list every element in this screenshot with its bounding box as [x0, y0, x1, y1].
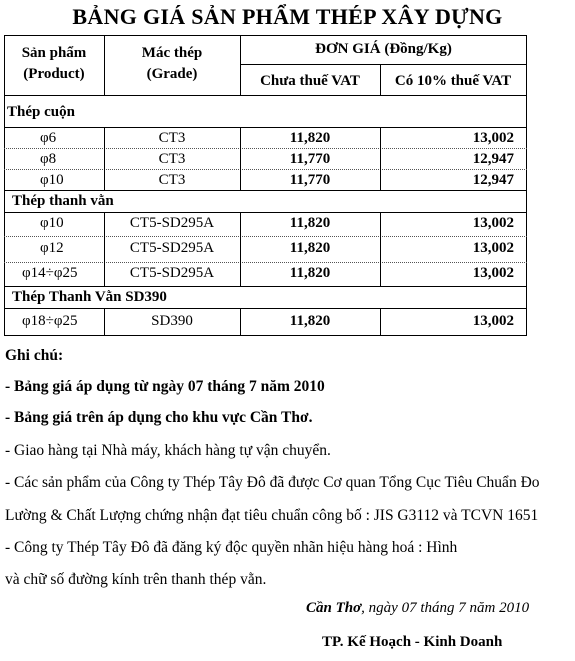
grade-cell: CT5-SD295A — [129, 265, 215, 281]
product-cell: φ8 — [40, 151, 57, 167]
product-cell: φ14÷φ25 — [22, 265, 78, 281]
col-divider — [380, 308, 381, 336]
price-cell: 11,820 — [289, 130, 331, 146]
header-price: ĐƠN GIÁ (Đồng/Kg) — [315, 41, 452, 57]
note-line: - Công ty Thép Tây Đô đã đăng ký độc quyền nhãn hiệu hàng hoá : Hình — [5, 539, 458, 556]
note-line: - Bảng giá trên áp dụng cho khu vực Cần Thơ. — [5, 409, 313, 426]
table-bottom-border — [4, 335, 527, 336]
grade-cell: CT3 — [158, 172, 186, 188]
note-line: - Giao hàng tại Nhà máy, khách hàng tự vận chuyển. — [5, 442, 331, 459]
signature-place: Cần Thơ — [306, 600, 362, 616]
document-title: BẢNG GIÁ SẢN PHẨM THÉP XÂY DỰNG — [72, 4, 503, 29]
row-divider — [4, 262, 527, 263]
price-vat-cell: 13,002 — [472, 215, 514, 231]
grade-cell: CT3 — [158, 130, 186, 146]
header-product-en: (Product) — [23, 66, 85, 82]
note-line: và chữ số đường kính trên thanh thép vằn. — [5, 571, 267, 588]
row-divider — [4, 148, 527, 149]
col-divider — [104, 127, 105, 191]
price-vat-cell: 13,002 — [472, 130, 514, 146]
table-top-border — [4, 35, 527, 36]
price-header-divider — [240, 64, 527, 65]
product-cell: φ6 — [40, 130, 57, 146]
col-divider — [240, 127, 241, 191]
section-title: Thép Thanh Vằn SD390 — [12, 289, 167, 305]
section-title: Thép cuộn — [7, 104, 75, 120]
header-product: Sản phẩm — [21, 45, 87, 61]
price-vat-cell: 13,002 — [472, 265, 514, 281]
section-divider — [4, 190, 527, 191]
header-with-vat: Có 10% thuế VAT — [394, 73, 512, 89]
price-cell: 11,820 — [289, 313, 331, 329]
price-cell: 11,820 — [289, 215, 331, 231]
price-vat-cell: 13,002 — [472, 313, 514, 329]
grade-cell: CT5-SD295A — [129, 215, 215, 231]
note-line: - Các sản phẩm của Công ty Thép Tây Đô đã được Cơ quan Tổng Cục Tiêu Chuẩn Đo — [5, 474, 540, 491]
row-divider — [4, 236, 527, 237]
grade-cell: CT5-SD295A — [129, 240, 215, 256]
table-right-border — [526, 35, 527, 336]
price-cell: 11,820 — [289, 240, 331, 256]
price-cell: 11,820 — [289, 265, 331, 281]
signature-date-text: , ngày 07 tháng 7 năm 2010 — [361, 600, 530, 616]
product-cell: φ12 — [40, 240, 64, 256]
note-line: Lường & Chất Lượng chứng nhận đạt tiêu chuẩn công bố : JIS G3112 và TCVN 1651 — [5, 507, 539, 524]
product-cell: φ18÷φ25 — [22, 313, 78, 329]
product-cell: φ10 — [40, 172, 64, 188]
price-vat-cell: 12,947 — [472, 151, 514, 167]
col-divider — [380, 212, 381, 287]
col-divider — [240, 308, 241, 336]
header-no-vat: Chưa thuế VAT — [260, 73, 360, 89]
signature-department: TP. Kế Hoạch - Kinh Doanh — [322, 634, 503, 650]
col-divider — [380, 127, 381, 191]
product-cell: φ10 — [40, 215, 64, 231]
header-bottom-border — [4, 95, 527, 96]
price-vat-cell: 13,002 — [472, 240, 514, 256]
signature-date — [306, 600, 529, 617]
notes-heading: Ghi chú: — [5, 347, 64, 364]
row-divider — [4, 169, 527, 170]
section-title: Thép thanh vằn — [12, 193, 114, 209]
section-divider — [4, 286, 527, 287]
section-divider — [4, 127, 527, 128]
price-vat-cell: 12,947 — [472, 172, 514, 188]
section-divider — [4, 212, 527, 213]
section-divider — [4, 308, 527, 309]
note-line: - Bảng giá áp dụng từ ngày 07 tháng 7 năm 2010 — [5, 378, 325, 395]
header-grade-en: (Grade) — [146, 66, 198, 82]
price-cell: 11,770 — [289, 151, 331, 167]
grade-cell: CT3 — [158, 151, 186, 167]
price-cell: 11,770 — [289, 172, 331, 188]
header-grade: Mác thép — [141, 45, 203, 61]
col-divider — [104, 212, 105, 287]
col-divider — [240, 212, 241, 287]
col-divider — [104, 308, 105, 336]
grade-cell: SD390 — [151, 313, 193, 329]
